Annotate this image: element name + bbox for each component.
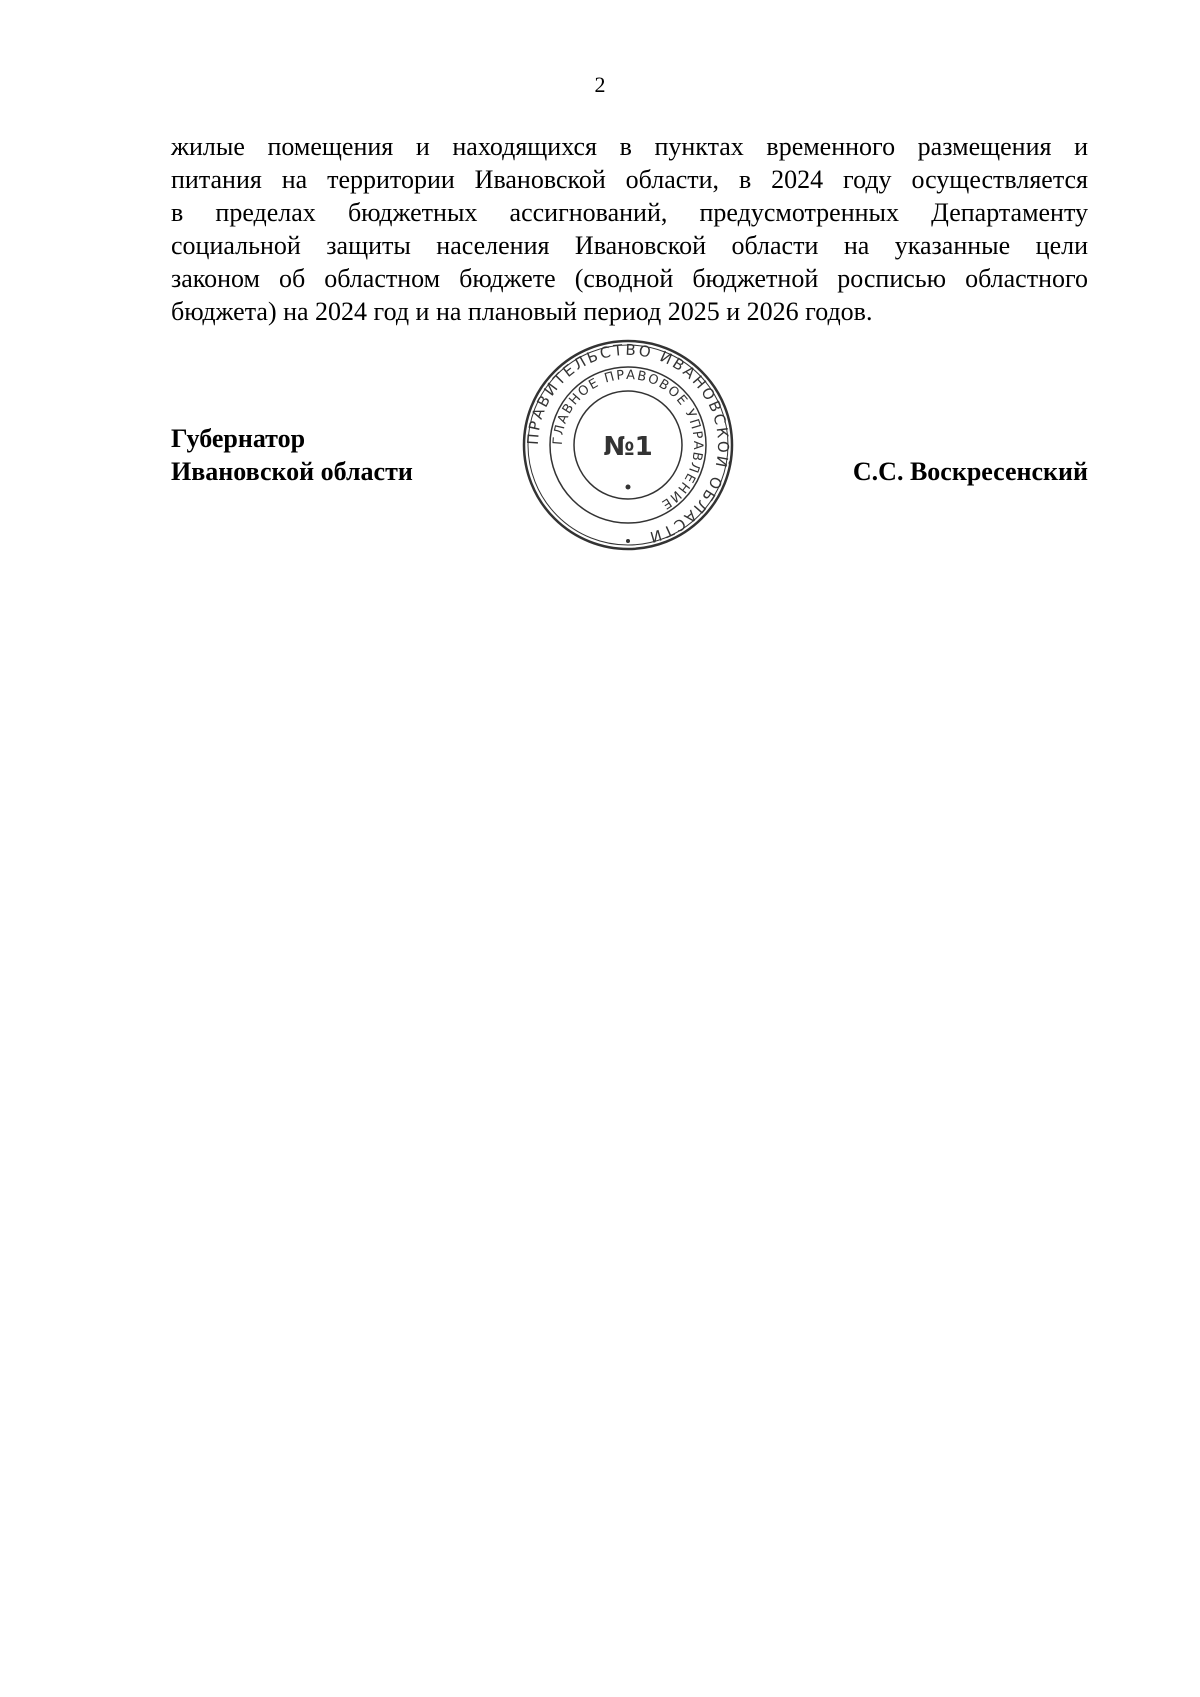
stamp-center-text: №1 <box>603 432 653 462</box>
signature-title <box>171 422 413 488</box>
body-line: законом об областном бюджете (сводной бюджетной росписью областного <box>171 264 1088 293</box>
body-line: в пределах бюджетных ассигнований, предусмотренных Департаменту <box>171 198 1088 227</box>
body-line: социальной защиты населения Ивановской области на указанные цели <box>171 231 1088 260</box>
signature-title-line: Ивановской области <box>171 457 413 486</box>
stamp-dot <box>626 539 630 543</box>
stamp-dot <box>626 485 631 490</box>
stamp-outer-text-path: ПРАВИТЕЛЬСТВО ИВАНОВСКОЙ ОБЛАСТИ <box>523 340 733 547</box>
body-line: бюджета) на 2024 год и на плановый период 2025 и 2026 годов. <box>171 297 873 326</box>
official-stamp <box>520 337 736 553</box>
body-paragraph <box>171 130 1088 328</box>
signature-title-line: Губернатор <box>171 424 306 453</box>
page-number: 2 <box>594 72 606 97</box>
body-line: питания на территории Ивановской области, в 2024 году осуществляется <box>171 165 1088 194</box>
signature-name: С.С. Воскресенский <box>852 457 1088 486</box>
stamp-inner-text-path: ГЛАВНОЕ ПРАВОВОЕ УПРАВЛЕНИЕ <box>550 367 706 513</box>
body-line: жилые помещения и находящихся в пунктах временного размещения и <box>171 132 1088 161</box>
